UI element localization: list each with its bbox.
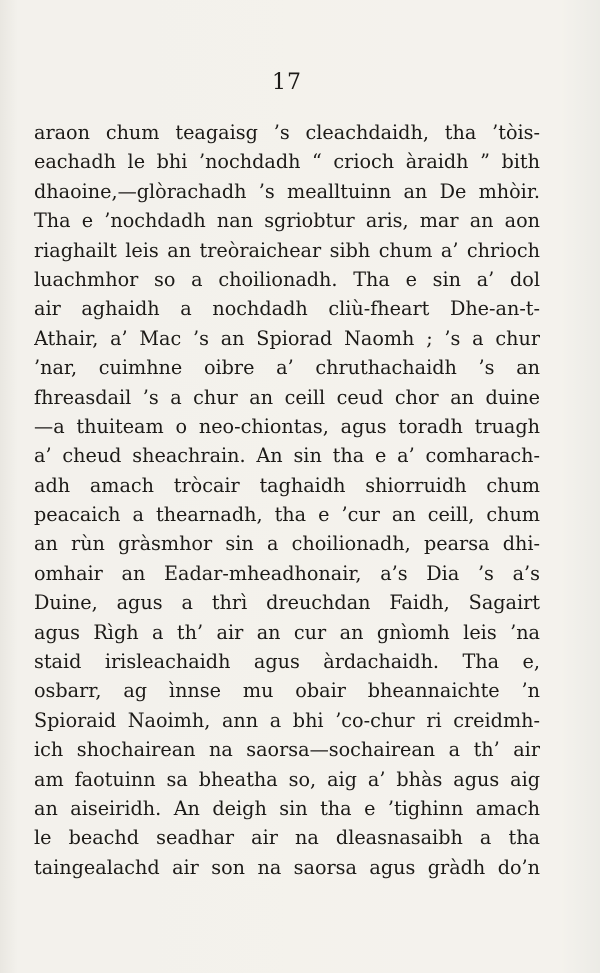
text-line: —a thuiteam o neo-chiontas, agus toradh truagh (34, 414, 540, 438)
text-line: air aghaidh a nochdadh cliù-fheart Dhe-an-t- (34, 297, 540, 321)
text-line: taingealachd air son na saorsa agus gràdh do’n (34, 855, 540, 879)
text-line: a’ cheud sheachrain. An sin tha e a’ comharach- (34, 444, 540, 468)
text-line: le beachd seadhar air na dleasnasaibh a tha (34, 826, 540, 850)
text-line: luachmhor so a choilionadh. Tha e sin a’ dol (34, 267, 540, 291)
text-line: am faotuinn sa bheatha so, aig a’ bhàs agus aig (34, 767, 540, 791)
text-line: eachadh le bhi ’nochdadh “ crioch àraidh ” bith (34, 150, 540, 174)
page-number: 17 (272, 70, 302, 95)
text-line: Athair, a’ Mac ’s an Spiorad Naomh ; ’s a chur (34, 326, 540, 350)
text-line: ’nar, cuimhne oibre a’ chruthachaidh ’s an (34, 356, 540, 380)
text-line: osbarr, ag ìnnse mu obair bheannaichte ’n (34, 679, 540, 703)
text-line: ich shochairean na saorsa—sochairean a th’ air (34, 738, 540, 762)
text-line: riaghailt leis an treòraichear sibh chum a’ chrioch (34, 238, 540, 262)
text-line: araon chum teagaisg ’s cleachdaidh, tha ’tòis- (34, 121, 540, 144)
text-line: peacaich a thearnadh, tha e ’cur an ceill, chum (34, 503, 540, 527)
text-line: agus Rìgh a th’ air an cur an gnìomh leis ’na (34, 620, 540, 644)
text-line: staid irisleachaidh agus àrdachaidh. Tha e, (34, 650, 540, 674)
text-line: omhair an Eadar-mheadhonair, a’s Dia ’s a’s (34, 561, 540, 585)
text-line: an rùn gràsmhor sin a choilionadh, pearsa dhi- (34, 532, 540, 556)
text-line: an aiseiridh. An deigh sin tha e ’tighinn amach (34, 796, 540, 820)
text-line: Spioraid Naoimh, ann a bhi ’co-chur ri creidmh- (34, 708, 540, 732)
body-text (34, 118, 540, 882)
text-line: dhaoine,—glòrachadh ’s mealltuinn an De mhòir. (34, 179, 540, 203)
text-line: Tha e ’nochdadh nan sgriobtur aris, mar an aon (34, 209, 540, 233)
text-line: fhreasdail ’s a chur an ceill ceud chor an duine (34, 385, 540, 409)
text-line: adh amach tròcair taghaidh shiorruidh chum (34, 473, 540, 497)
text-line: Duine, agus a thrì dreuchdan Faidh, Sagairt (34, 591, 540, 615)
